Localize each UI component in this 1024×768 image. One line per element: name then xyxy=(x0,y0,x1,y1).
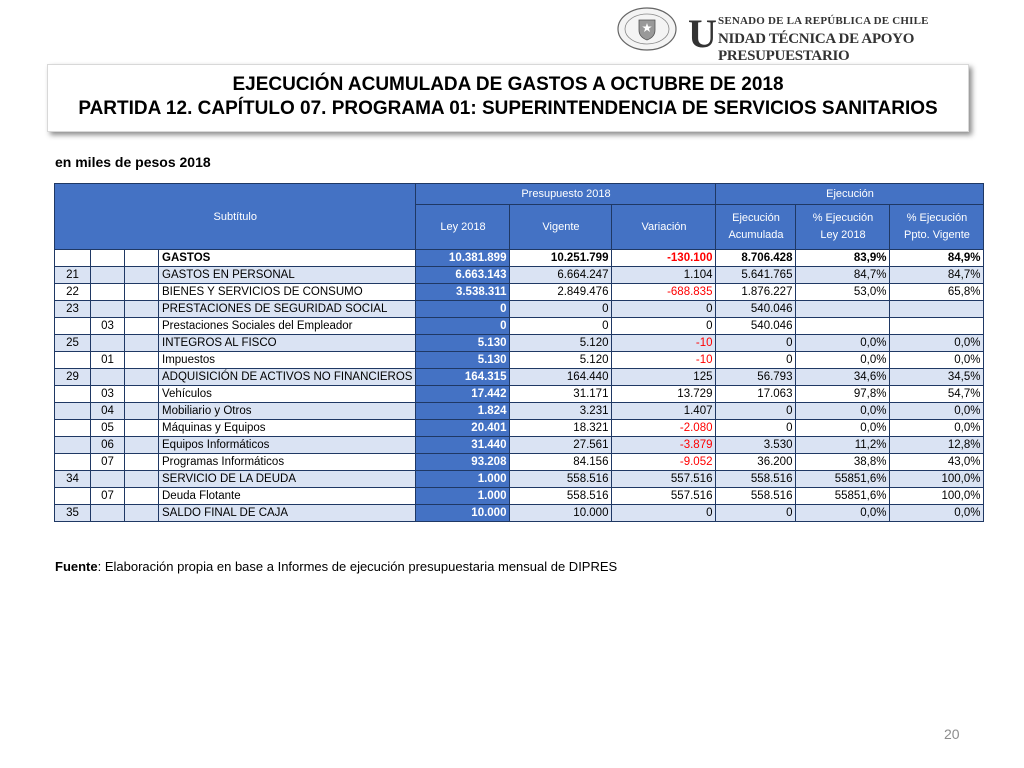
cell-vigente: 5.120 xyxy=(510,335,612,352)
cell-item: 05 xyxy=(91,420,125,437)
cell-pct-vigente: 54,7% xyxy=(890,386,984,403)
table-row xyxy=(55,403,984,420)
cell-denominacion: ADQUISICIÓN DE ACTIVOS NO FINANCIEROS xyxy=(159,369,416,386)
cell-ejecucion-acumulada: 0 xyxy=(716,352,796,369)
cell-asignacion xyxy=(125,437,159,454)
cell-denominacion: Mobiliario y Otros xyxy=(159,403,416,420)
cell-variacion: -2.080 xyxy=(612,420,716,437)
table-row xyxy=(55,284,984,301)
cell-asignacion xyxy=(125,301,159,318)
cell-ejecucion-acumulada: 558.516 xyxy=(716,488,796,505)
header-ejecucion: Ejecución xyxy=(716,184,984,205)
cell-asignacion xyxy=(125,335,159,352)
cell-pct-vigente: 12,8% xyxy=(890,437,984,454)
cell-vigente: 10.000 xyxy=(510,505,612,522)
cell-subtitulo xyxy=(55,318,91,335)
logo-initial: U xyxy=(688,11,717,56)
cell-subtitulo: 22 xyxy=(55,284,91,301)
header-ley: Ley 2018 xyxy=(416,205,510,250)
cell-pct-vigente: 0,0% xyxy=(890,420,984,437)
header-presupuesto: Presupuesto 2018 xyxy=(416,184,716,205)
cell-asignacion xyxy=(125,386,159,403)
cell-variacion: 0 xyxy=(612,301,716,318)
cell-denominacion: PRESTACIONES DE SEGURIDAD SOCIAL xyxy=(159,301,416,318)
cell-ley: 1.824 xyxy=(416,403,510,420)
cell-ley: 164.315 xyxy=(416,369,510,386)
cell-vigente: 0 xyxy=(510,318,612,335)
cell-pct-vigente: 0,0% xyxy=(890,335,984,352)
cell-pct-vigente: 43,0% xyxy=(890,454,984,471)
cell-ley: 1.000 xyxy=(416,488,510,505)
cell-pct-ley: 55851,6% xyxy=(796,488,890,505)
header-variacion: Variación xyxy=(612,205,716,250)
cell-ley: 10.381.899 xyxy=(416,250,510,267)
title-box xyxy=(47,64,969,132)
cell-item: 06 xyxy=(91,437,125,454)
cell-pct-vigente: 0,0% xyxy=(890,505,984,522)
senado-seal-logo xyxy=(616,6,678,52)
table-body xyxy=(55,250,984,522)
cell-variacion: 0 xyxy=(612,318,716,335)
cell-pct-ley: 83,9% xyxy=(796,250,890,267)
cell-item: 03 xyxy=(91,386,125,403)
cell-variacion: -10 xyxy=(612,335,716,352)
cell-vigente: 18.321 xyxy=(510,420,612,437)
cell-pct-vigente: 65,8% xyxy=(890,284,984,301)
logo-senado-text: SENADO DE LA REPÚBLICA DE CHILE xyxy=(718,15,929,27)
cell-ley: 1.000 xyxy=(416,471,510,488)
source-label: Fuente xyxy=(55,559,98,574)
source-note xyxy=(55,559,617,574)
cell-subtitulo: 21 xyxy=(55,267,91,284)
cell-item xyxy=(91,471,125,488)
cell-asignacion xyxy=(125,454,159,471)
cell-variacion: 557.516 xyxy=(612,488,716,505)
cell-asignacion xyxy=(125,488,159,505)
cell-ley: 6.663.143 xyxy=(416,267,510,284)
cell-vigente: 27.561 xyxy=(510,437,612,454)
cell-pct-vigente: 34,5% xyxy=(890,369,984,386)
cell-item xyxy=(91,284,125,301)
table-row xyxy=(55,471,984,488)
cell-pct-vigente: 0,0% xyxy=(890,403,984,420)
cell-pct-ley: 34,6% xyxy=(796,369,890,386)
table-row xyxy=(55,437,984,454)
cell-vigente: 31.171 xyxy=(510,386,612,403)
cell-item xyxy=(91,369,125,386)
cell-subtitulo xyxy=(55,437,91,454)
cell-ejecucion-acumulada: 0 xyxy=(716,335,796,352)
cell-variacion: 0 xyxy=(612,505,716,522)
cell-item: 07 xyxy=(91,454,125,471)
source-text: : Elaboración propia en base a Informes de ejecución presupuestaria mensual de DIPRES xyxy=(97,559,618,574)
cell-ley: 5.130 xyxy=(416,352,510,369)
cell-denominacion: BIENES Y SERVICIOS DE CONSUMO xyxy=(159,284,416,301)
cell-pct-ley: 38,8% xyxy=(796,454,890,471)
cell-asignacion xyxy=(125,250,159,267)
cell-variacion: 1.104 xyxy=(612,267,716,284)
cell-item: 01 xyxy=(91,352,125,369)
cell-item: 04 xyxy=(91,403,125,420)
table-row xyxy=(55,505,984,522)
cell-subtitulo: 25 xyxy=(55,335,91,352)
header-vigente: Vigente xyxy=(510,205,612,250)
cell-denominacion: SERVICIO DE LA DEUDA xyxy=(159,471,416,488)
title-line-1: EJECUCIÓN ACUMULADA DE GASTOS A OCTUBRE DE 2018 xyxy=(232,74,784,95)
header-ejecucion-acumulada: Ejecución Acumulada xyxy=(716,205,796,250)
cell-vigente: 6.664.247 xyxy=(510,267,612,284)
cell-subtitulo xyxy=(55,352,91,369)
cell-denominacion: INTEGROS AL FISCO xyxy=(159,335,416,352)
page-number: 20 xyxy=(944,726,960,742)
cell-ley: 0 xyxy=(416,318,510,335)
cell-item xyxy=(91,267,125,284)
cell-pct-vigente: 84,7% xyxy=(890,267,984,284)
cell-pct-ley xyxy=(796,318,890,335)
header-subtitulo: Subtítulo xyxy=(55,184,416,250)
cell-asignacion xyxy=(125,284,159,301)
cell-vigente: 5.120 xyxy=(510,352,612,369)
cell-variacion: -10 xyxy=(612,352,716,369)
cell-pct-vigente: 100,0% xyxy=(890,471,984,488)
cell-item xyxy=(91,335,125,352)
cell-variacion: -688.835 xyxy=(612,284,716,301)
cell-variacion: 125 xyxy=(612,369,716,386)
cell-ley: 0 xyxy=(416,301,510,318)
cell-denominacion: Prestaciones Sociales del Empleador xyxy=(159,318,416,335)
cell-pct-vigente: 100,0% xyxy=(890,488,984,505)
cell-denominacion: Equipos Informáticos xyxy=(159,437,416,454)
cell-item xyxy=(91,250,125,267)
cell-variacion: 13.729 xyxy=(612,386,716,403)
cell-denominacion: Máquinas y Equipos xyxy=(159,420,416,437)
cell-ejecucion-acumulada: 56.793 xyxy=(716,369,796,386)
cell-ley: 31.440 xyxy=(416,437,510,454)
header-pct-vigente: % Ejecución Ppto. Vigente xyxy=(890,205,984,250)
cell-pct-ley: 0,0% xyxy=(796,352,890,369)
cell-item xyxy=(91,505,125,522)
cell-pct-ley: 84,7% xyxy=(796,267,890,284)
table-row xyxy=(55,386,984,403)
cell-subtitulo: 34 xyxy=(55,471,91,488)
cell-ejecucion-acumulada: 0 xyxy=(716,505,796,522)
cell-pct-ley xyxy=(796,301,890,318)
cell-denominacion: Deuda Flotante xyxy=(159,488,416,505)
cell-ley: 93.208 xyxy=(416,454,510,471)
cell-ley: 3.538.311 xyxy=(416,284,510,301)
cell-ejecucion-acumulada: 3.530 xyxy=(716,437,796,454)
cell-ejecucion-acumulada: 540.046 xyxy=(716,318,796,335)
cell-ejecucion-acumulada: 8.706.428 xyxy=(716,250,796,267)
header-pct-ley: % Ejecución Ley 2018 xyxy=(796,205,890,250)
cell-asignacion xyxy=(125,267,159,284)
cell-subtitulo: 23 xyxy=(55,301,91,318)
cell-asignacion xyxy=(125,505,159,522)
cell-denominacion: GASTOS xyxy=(159,250,416,267)
cell-denominacion: Programas Informáticos xyxy=(159,454,416,471)
cell-vigente: 10.251.799 xyxy=(510,250,612,267)
cell-vigente: 0 xyxy=(510,301,612,318)
cell-ejecucion-acumulada: 36.200 xyxy=(716,454,796,471)
table-row xyxy=(55,454,984,471)
cell-vigente: 558.516 xyxy=(510,471,612,488)
table-row xyxy=(55,301,984,318)
cell-variacion: -9.052 xyxy=(612,454,716,471)
cell-ejecucion-acumulada: 540.046 xyxy=(716,301,796,318)
cell-asignacion xyxy=(125,471,159,488)
cell-ley: 17.442 xyxy=(416,386,510,403)
table-row xyxy=(55,318,984,335)
table-row xyxy=(55,352,984,369)
table-row xyxy=(55,369,984,386)
cell-pct-vigente: 0,0% xyxy=(890,352,984,369)
cell-pct-vigente xyxy=(890,301,984,318)
cell-pct-ley: 0,0% xyxy=(796,505,890,522)
cell-subtitulo: 29 xyxy=(55,369,91,386)
cell-pct-ley: 0,0% xyxy=(796,420,890,437)
cell-pct-vigente xyxy=(890,318,984,335)
cell-variacion: -3.879 xyxy=(612,437,716,454)
cell-denominacion: Vehículos xyxy=(159,386,416,403)
budget-table xyxy=(54,183,984,522)
cell-pct-ley: 0,0% xyxy=(796,335,890,352)
cell-ley: 20.401 xyxy=(416,420,510,437)
cell-subtitulo xyxy=(55,488,91,505)
table-row xyxy=(55,250,984,267)
cell-vigente: 558.516 xyxy=(510,488,612,505)
cell-ejecucion-acumulada: 558.516 xyxy=(716,471,796,488)
cell-item xyxy=(91,301,125,318)
cell-pct-ley: 11,2% xyxy=(796,437,890,454)
cell-pct-ley: 97,8% xyxy=(796,386,890,403)
cell-vigente: 164.440 xyxy=(510,369,612,386)
cell-asignacion xyxy=(125,318,159,335)
cell-variacion: 1.407 xyxy=(612,403,716,420)
cell-ejecucion-acumulada: 5.641.765 xyxy=(716,267,796,284)
cell-denominacion: SALDO FINAL DE CAJA xyxy=(159,505,416,522)
cell-asignacion xyxy=(125,369,159,386)
cell-subtitulo xyxy=(55,250,91,267)
cell-subtitulo xyxy=(55,420,91,437)
cell-vigente: 2.849.476 xyxy=(510,284,612,301)
cell-item: 03 xyxy=(91,318,125,335)
title-line-2: PARTIDA 12. CAPÍTULO 07. PROGRAMA 01: SUPERINTENDENCIA DE SERVICIOS SANITARIOS xyxy=(78,98,938,119)
units-label: en miles de pesos 2018 xyxy=(55,154,211,170)
cell-subtitulo: 35 xyxy=(55,505,91,522)
cell-vigente: 3.231 xyxy=(510,403,612,420)
cell-asignacion xyxy=(125,403,159,420)
cell-ejecucion-acumulada: 0 xyxy=(716,403,796,420)
cell-ley: 10.000 xyxy=(416,505,510,522)
cell-pct-ley: 55851,6% xyxy=(796,471,890,488)
cell-asignacion xyxy=(125,420,159,437)
cell-asignacion xyxy=(125,352,159,369)
cell-ejecucion-acumulada: 1.876.227 xyxy=(716,284,796,301)
cell-ejecucion-acumulada: 17.063 xyxy=(716,386,796,403)
table-row xyxy=(55,488,984,505)
cell-vigente: 84.156 xyxy=(510,454,612,471)
cell-pct-ley: 0,0% xyxy=(796,403,890,420)
logo-unidad-text: NIDAD TÉCNICA DE APOYO PRESUPUESTARIO xyxy=(718,31,915,64)
cell-variacion: 557.516 xyxy=(612,471,716,488)
cell-denominacion: GASTOS EN PERSONAL xyxy=(159,267,416,284)
cell-denominacion: Impuestos xyxy=(159,352,416,369)
cell-subtitulo xyxy=(55,386,91,403)
cell-subtitulo xyxy=(55,403,91,420)
cell-ejecucion-acumulada: 0 xyxy=(716,420,796,437)
table-row xyxy=(55,420,984,437)
cell-subtitulo xyxy=(55,454,91,471)
cell-pct-ley: 53,0% xyxy=(796,284,890,301)
cell-item: 07 xyxy=(91,488,125,505)
cell-ley: 5.130 xyxy=(416,335,510,352)
cell-variacion: -130.100 xyxy=(612,250,716,267)
table-row xyxy=(55,335,984,352)
table-row xyxy=(55,267,984,284)
cell-pct-vigente: 84,9% xyxy=(890,250,984,267)
